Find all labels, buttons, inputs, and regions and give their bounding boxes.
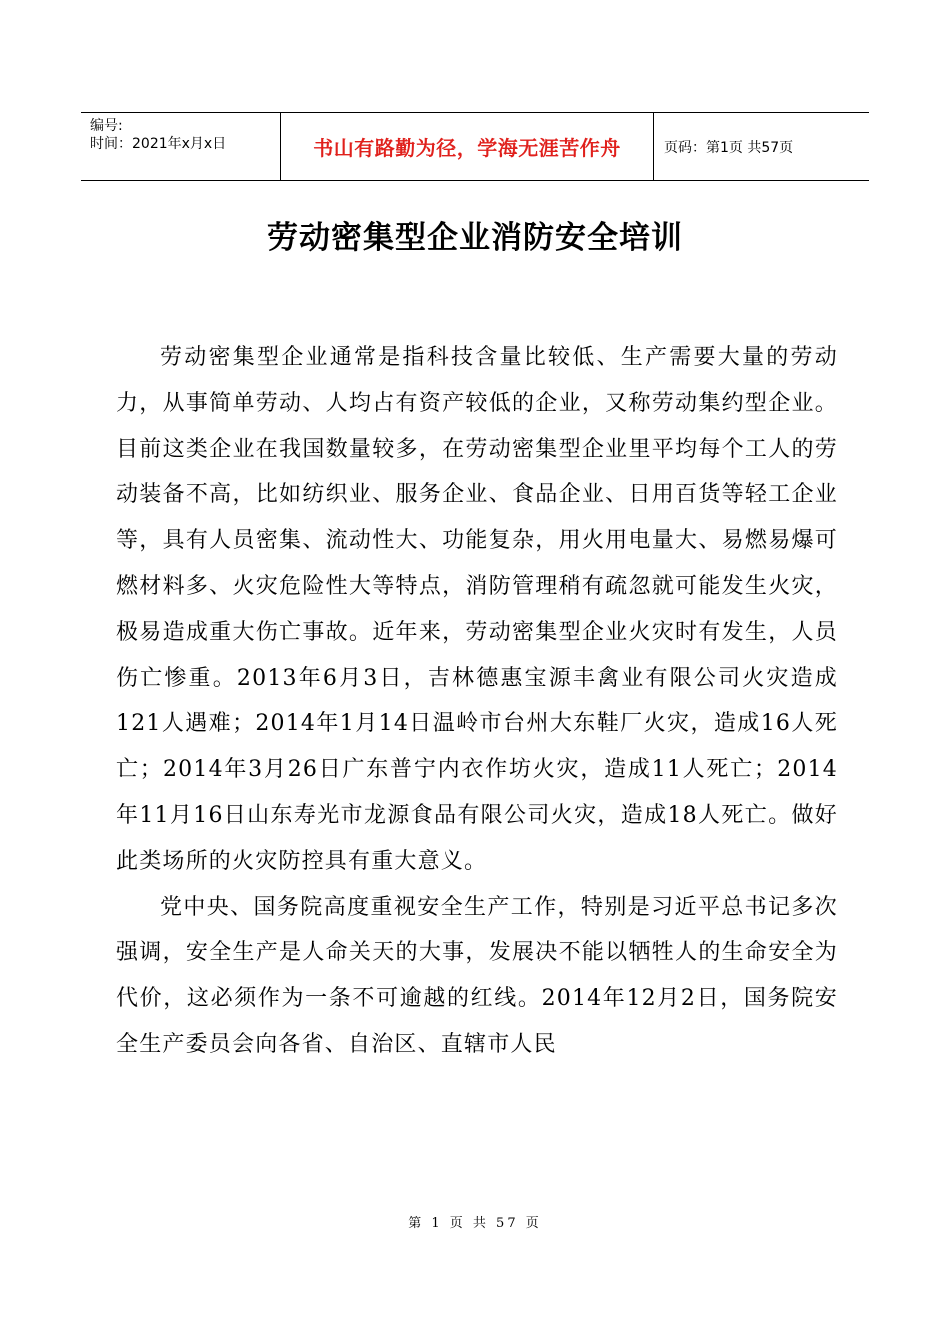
header-page-info: 页码：第1页 共57页 xyxy=(664,139,794,156)
paragraph: 劳动密集型企业通常是指科技含量比较低、生产需要大量的劳动力，从事简单劳动、人均占有资产较低的企业，又称劳动集约型企业。目前这类企业在我国数量较多，在劳动密集型企业里平均每个工人的劳动装备不高，比如纺织业、服务企业、食品企业、日用百货等轻工企业等，具有人员密集、流动性大、功能复杂，用火用电量大、易燃易爆可燃材料多、火灾危险性大等特点，消防管理稍有疏忽就可能发生火灾，极易造成重大伤亡事故。近年来，劳动密集型企业火灾时有发生，人员伤亡惨重。2013年6月3日，吉林德惠宝源丰禽业有限公司火灾造成121人遇难；2014年1月14日温岭市台州大东鞋厂火灾，造成16人死亡；2014年3月26日广东普宁内衣作坊火灾，造成11人死亡；2014年11月16日山东寿光市龙源食品有限公司火灾，造成18人死亡。做好此类场所的火灾防控具有重大意义。 xyxy=(116,345,838,874)
document-title: 劳动密集型企业消防安全培训 xyxy=(267,220,683,256)
paragraph: 党中央、国务院高度重视安全生产工作，特别是习近平总书记多次强调，安全生产是人命关天的大事，发展决不能以牺牲人的生命安全为代价，这必须作为一条不可逾越的红线。2014年12月2日，国务院安全生产委员会向各省、自治区、直辖市人民 xyxy=(116,894,838,1057)
document-body xyxy=(116,335,838,1068)
motto-text: 书山有路勤为径，学海无涯苦作舟 xyxy=(313,136,621,160)
page-header xyxy=(81,112,869,181)
date-label: 时间：2021年x月x日 xyxy=(90,136,227,152)
header-meta-cell xyxy=(81,113,281,180)
page-footer: 第 1 页 共 57 页 xyxy=(408,1216,542,1231)
header-page-cell xyxy=(654,113,869,180)
header-motto-cell xyxy=(281,113,654,180)
serial-number-label: 编号: xyxy=(90,118,123,134)
